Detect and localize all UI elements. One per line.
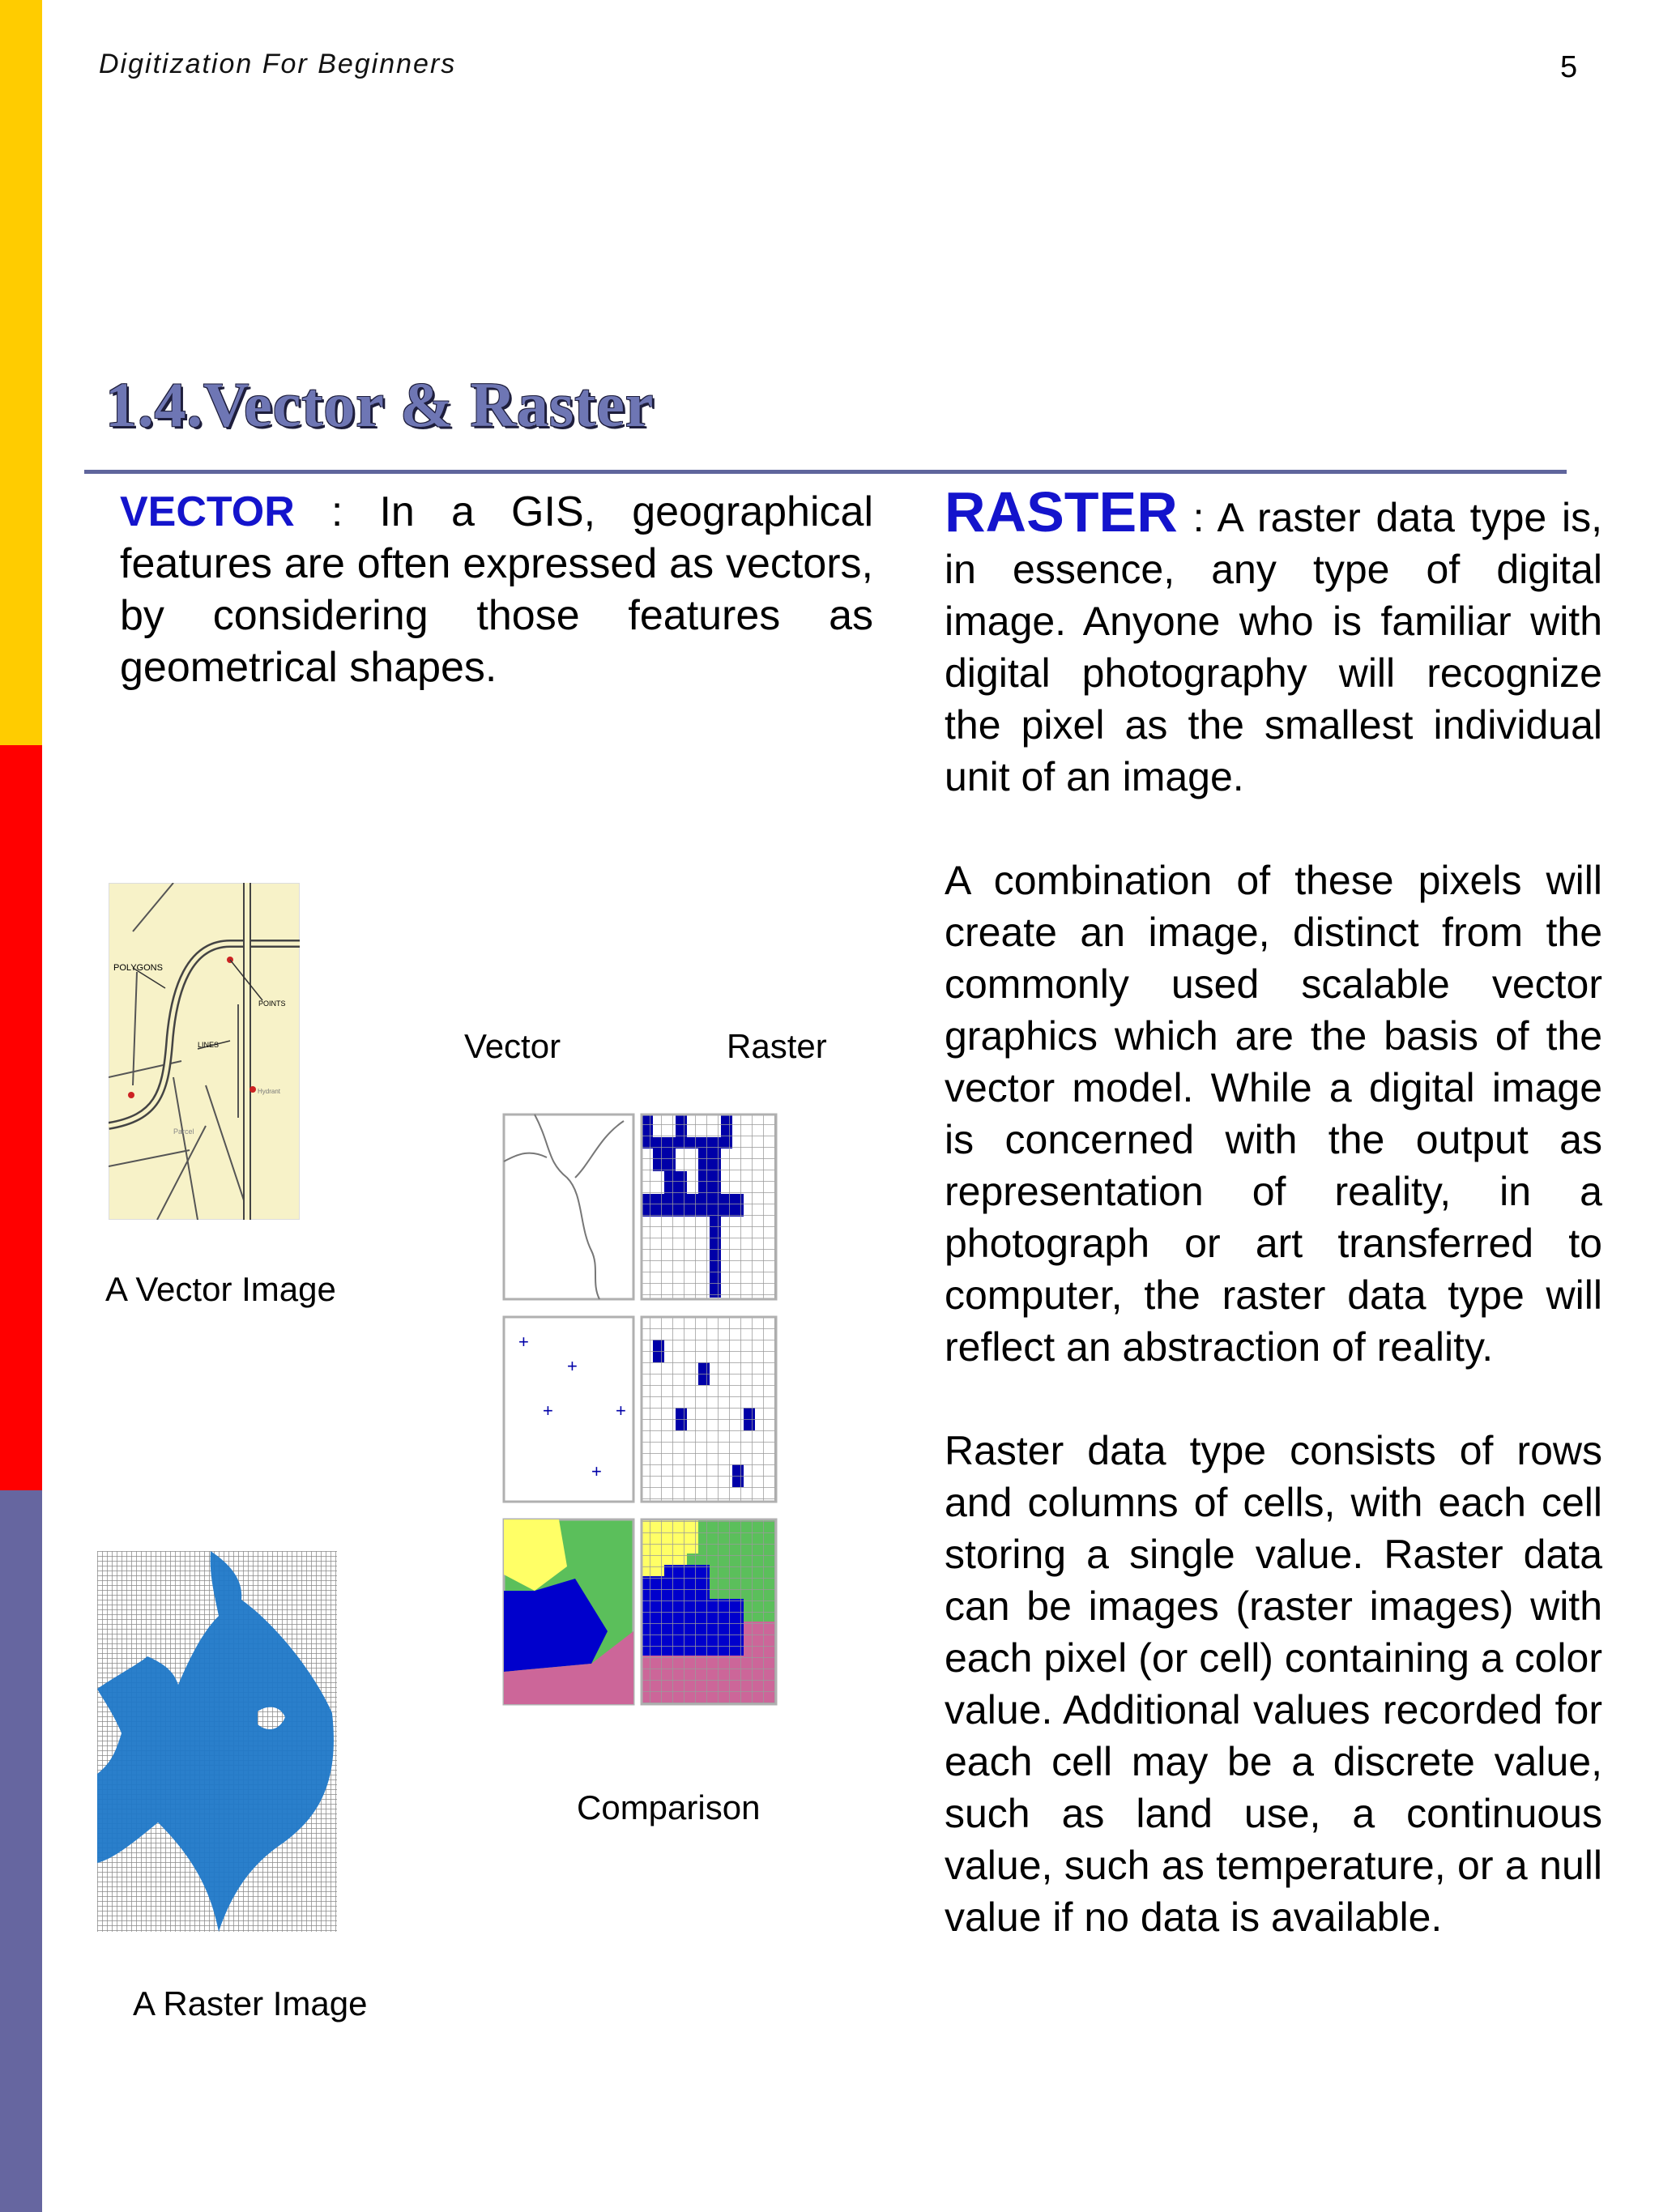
section-title: 1.4.Vector & Raster (105, 369, 655, 440)
map-label-lines: LINES (198, 1041, 220, 1049)
svg-text:+: + (543, 1400, 553, 1421)
map-label-points: POINTS (258, 999, 286, 1008)
page-number: 5 (1560, 50, 1578, 84)
vector-map-image (109, 883, 300, 1220)
title-rule (84, 470, 1567, 474)
map-label-polygons: POLYGONS (113, 963, 163, 973)
map-label-parcel: Parcel (173, 1127, 194, 1136)
comparison-col-raster: Raster (727, 1027, 827, 1065)
raster-description: : A raster data type is, in essence, any type of digital image. Anyone who is familiar with digital photography will recognize the pixel as the smallest individual unit of an image. (945, 495, 1602, 799)
side-bar-yellow (0, 0, 42, 745)
vector-image-caption: A Vector Image (105, 1270, 336, 1308)
comparison-vector-lines (504, 1115, 633, 1299)
comparison-vector-polygons (504, 1519, 633, 1704)
comparison-image (502, 1113, 778, 1712)
raster-paragraph-3: Raster data type consists of rows and columns of cells, with each cell storing a single value. Raster data can be images (raster images) with each pixel (or cell) containing a color value. Additional values recorded for each cell may be a discrete value, such as land use, a continuous value, such as temperature, or a null value if no data is available. (945, 1428, 1602, 1940)
raster-fish-image (97, 1551, 337, 1932)
svg-text:+: + (567, 1356, 578, 1376)
raster-keyword: RASTER (945, 480, 1178, 543)
comparison-raster-lines (642, 1115, 776, 1299)
svg-text:+: + (518, 1332, 529, 1352)
side-bar-red (0, 745, 42, 1490)
svg-text:+: + (591, 1461, 602, 1481)
comparison-raster-points (642, 1317, 776, 1502)
map-label-hydrant: Hydrant (258, 1088, 281, 1095)
vector-description: : In a GIS, geographical features are often expressed as vectors, by considering those features as geometrical shapes. (120, 488, 873, 691)
side-bar-purple (0, 1490, 42, 2212)
vector-paragraph (120, 486, 873, 693)
comparison-raster-polygons (642, 1519, 776, 1704)
running-header: Digitization For Beginners (99, 49, 457, 79)
svg-text:+: + (616, 1400, 626, 1421)
raster-image-caption: A Raster Image (133, 1984, 368, 2022)
comparison-col-vector: Vector (464, 1027, 561, 1065)
vector-keyword: VECTOR (120, 488, 295, 535)
raster-paragraph-2: A combination of these pixels will create an image, distinct from the commonly used scalable vector graphics which are the basis of the vector model. While a digital image is concerned with the output as representation of reality, in a photograph or art transferred to computer, the raster data type will reflect an abstraction of reality. (945, 858, 1602, 1370)
raster-column (945, 480, 1602, 1995)
comparison-caption: Comparison (577, 1788, 761, 1826)
comparison-vector-points (504, 1317, 633, 1502)
raster-paragraph-1 (945, 480, 1602, 803)
